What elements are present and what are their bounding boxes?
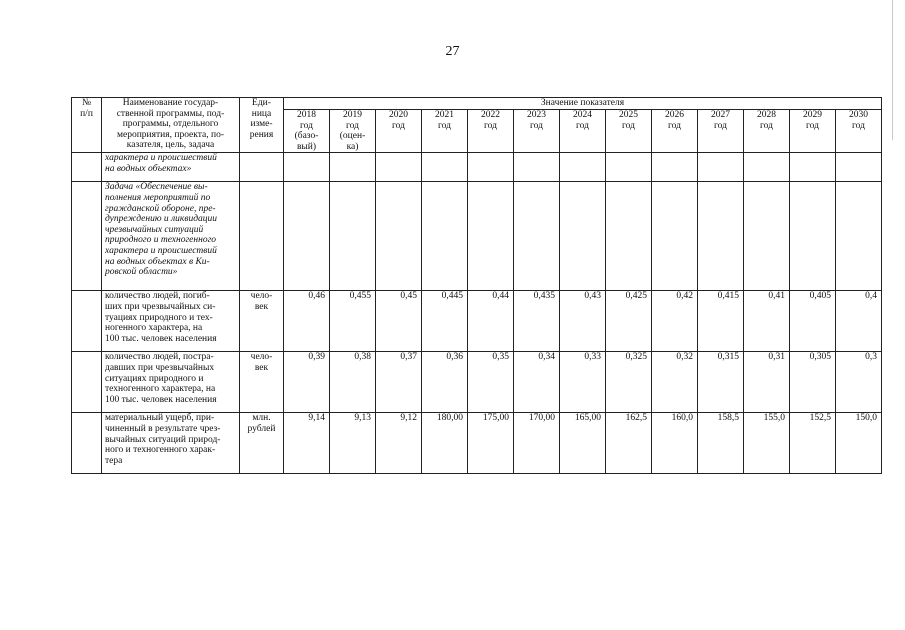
row-value-cell: [836, 153, 882, 182]
row-value-cell: 9,14: [284, 413, 330, 474]
row-num-cell: [72, 413, 102, 474]
row-value-cell: 0,425: [606, 291, 652, 352]
row-value-cell: [652, 153, 698, 182]
row-value-cell: 0,43: [560, 291, 606, 352]
row-name-cell: материальный ущерб, при- чиненный в результате чрез- вычайных ситуаций природ- ного и техногенного харак- тера: [102, 413, 240, 474]
margin-line: [892, 0, 893, 140]
row-value-cell: 0,415: [698, 291, 744, 352]
row-value-cell: [284, 153, 330, 182]
row-num-cell: [72, 352, 102, 413]
row-unit-cell: чело- век: [240, 291, 284, 352]
table-row: [72, 153, 882, 182]
row-value-cell: [376, 182, 422, 291]
row-value-cell: 0,42: [652, 291, 698, 352]
row-value-cell: 0,34: [514, 352, 560, 413]
header-year: 2019 год (оцен- ка): [330, 110, 376, 153]
row-value-cell: 0,38: [330, 352, 376, 413]
row-value-cell: 0,325: [606, 352, 652, 413]
row-value-cell: 165,00: [560, 413, 606, 474]
row-value-cell: 0,41: [744, 291, 790, 352]
row-value-cell: [422, 182, 468, 291]
row-value-cell: 0,32: [652, 352, 698, 413]
row-value-cell: [468, 182, 514, 291]
header-num: № п/п: [72, 98, 102, 153]
row-value-cell: [330, 153, 376, 182]
row-value-cell: [744, 153, 790, 182]
row-value-cell: 152,5: [790, 413, 836, 474]
header-row-top: [72, 98, 882, 110]
row-value-cell: 0,3: [836, 352, 882, 413]
row-value-cell: 0,405: [790, 291, 836, 352]
row-value-cell: 0,37: [376, 352, 422, 413]
header-year: 2025 год: [606, 110, 652, 153]
row-num-cell: [72, 182, 102, 291]
row-name-cell: характера и происшествий на водных объектах»: [102, 153, 240, 182]
header-name: Наименование государ- ственной программы, под- программы, отдельного мероприятия, проекта, по- казателя, цель, задача: [102, 98, 240, 153]
row-value-cell: [790, 153, 836, 182]
header-year: 2022 год: [468, 110, 514, 153]
row-value-cell: [514, 182, 560, 291]
row-value-cell: 180,00: [422, 413, 468, 474]
row-value-cell: 0,33: [560, 352, 606, 413]
table-row: [72, 182, 882, 291]
row-value-cell: [284, 182, 330, 291]
row-value-cell: [698, 153, 744, 182]
row-value-cell: 0,4: [836, 291, 882, 352]
header-values-title: Значение показателя: [284, 98, 882, 110]
header-year: 2026 год: [652, 110, 698, 153]
row-value-cell: [560, 182, 606, 291]
row-value-cell: 155,0: [744, 413, 790, 474]
row-value-cell: [560, 153, 606, 182]
row-value-cell: 150,0: [836, 413, 882, 474]
row-name-cell: Задача «Обеспечение вы- полнения мероприятий по гражданской обороне, пре- дупреждению и ликвидации чрезвычайных ситуаций природного и техногенного характера и происшествий на водных объектах в Ки- ровской области»: [102, 182, 240, 291]
header-unit: Еди- ница изме- рения: [240, 98, 284, 153]
header-year: 2030 год: [836, 110, 882, 153]
row-value-cell: 0,35: [468, 352, 514, 413]
row-value-cell: [376, 153, 422, 182]
header-year: 2027 год: [698, 110, 744, 153]
row-value-cell: [330, 182, 376, 291]
row-value-cell: 0,44: [468, 291, 514, 352]
row-value-cell: 158,5: [698, 413, 744, 474]
row-value-cell: [836, 182, 882, 291]
row-value-cell: 0,45: [376, 291, 422, 352]
row-value-cell: 0,445: [422, 291, 468, 352]
row-value-cell: [790, 182, 836, 291]
row-num-cell: [72, 153, 102, 182]
header-year: 2028 год: [744, 110, 790, 153]
row-value-cell: [698, 182, 744, 291]
row-unit-cell: [240, 153, 284, 182]
indicators-table: [71, 97, 882, 474]
row-unit-cell: млн. рублей: [240, 413, 284, 474]
header-year: 2029 год: [790, 110, 836, 153]
row-value-cell: 0,435: [514, 291, 560, 352]
row-value-cell: [606, 182, 652, 291]
row-value-cell: 160,0: [652, 413, 698, 474]
row-value-cell: 0,36: [422, 352, 468, 413]
row-name-cell: количество людей, постра- давших при чрезвычайных ситуациях природного и техногенного характера, на 100 тыс. человек населения: [102, 352, 240, 413]
row-value-cell: 0,39: [284, 352, 330, 413]
header-year: 2023 год: [514, 110, 560, 153]
row-value-cell: 9,12: [376, 413, 422, 474]
row-value-cell: 0,305: [790, 352, 836, 413]
row-value-cell: [514, 153, 560, 182]
row-num-cell: [72, 291, 102, 352]
row-value-cell: 162,5: [606, 413, 652, 474]
row-value-cell: [422, 153, 468, 182]
row-value-cell: 175,00: [468, 413, 514, 474]
row-name-cell: количество людей, погиб- ших при чрезвычайных си- туациях природного и тех- ногенного характера, на 100 тыс. человек населения: [102, 291, 240, 352]
header-year: 2024 год: [560, 110, 606, 153]
row-value-cell: [468, 153, 514, 182]
row-value-cell: [744, 182, 790, 291]
row-value-cell: 0,31: [744, 352, 790, 413]
row-value-cell: 0,46: [284, 291, 330, 352]
row-unit-cell: чело- век: [240, 352, 284, 413]
table-row: [72, 291, 882, 352]
row-value-cell: [606, 153, 652, 182]
table-row: [72, 352, 882, 413]
row-unit-cell: [240, 182, 284, 291]
row-value-cell: 0,455: [330, 291, 376, 352]
table-row: [72, 413, 882, 474]
row-value-cell: 9,13: [330, 413, 376, 474]
header-year: 2020 год: [376, 110, 422, 153]
page-number: 27: [445, 44, 460, 59]
row-value-cell: [652, 182, 698, 291]
header-year: 2021 год: [422, 110, 468, 153]
header-year: 2018 год (базо- вый): [284, 110, 330, 153]
row-value-cell: 170,00: [514, 413, 560, 474]
row-value-cell: 0,315: [698, 352, 744, 413]
